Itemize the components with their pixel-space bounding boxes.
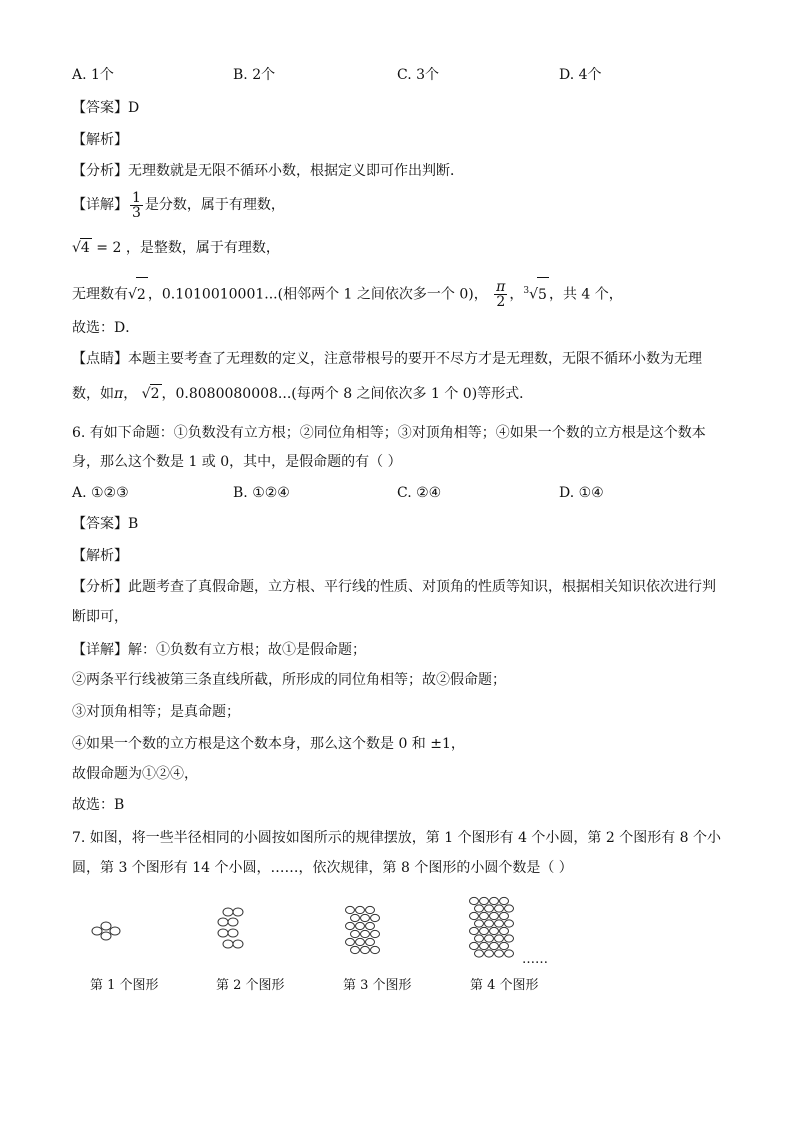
- q5-option-b: B. 2个: [233, 67, 276, 83]
- small-circle: [470, 927, 479, 934]
- small-circle: [475, 920, 484, 927]
- small-circle: [485, 905, 494, 912]
- small-circle: [218, 929, 228, 937]
- small-circle: [485, 935, 494, 942]
- q5-option-d: D. 4个: [559, 67, 602, 83]
- q6-detail-5: 故假命题为①②④，: [72, 766, 198, 782]
- sqrt-icon: √: [72, 240, 81, 256]
- figure-1-caption: 第 1 个图形: [90, 978, 159, 993]
- figure-3-circles: [340, 904, 384, 956]
- small-circle: [366, 938, 375, 945]
- small-circle: [101, 922, 111, 930]
- q5-sqrt4-text: = 2 ，是整数，属于有理数，: [96, 240, 280, 256]
- small-circle: [351, 930, 360, 937]
- small-circle: [346, 938, 355, 945]
- q6-choose: 故选：B: [72, 797, 125, 813]
- small-circle: [228, 929, 238, 937]
- q5-detail: [72, 190, 285, 220]
- small-circle: [356, 922, 365, 929]
- q5-sqrt4-line: [72, 238, 280, 257]
- dianjing-sqrt2-radicand: 2: [150, 386, 160, 402]
- small-circle: [470, 897, 479, 904]
- small-circle: [351, 914, 360, 921]
- q6-detail-2: ②两条平行线被第三条直线所截，所形成的同位角相等；故②假命题；: [72, 672, 506, 688]
- small-circle: [485, 950, 494, 957]
- q6-detail-3: ③对顶角相等；是真命题；: [72, 704, 240, 720]
- q5-choose: 故选：D．: [72, 320, 140, 336]
- small-circle: [470, 912, 479, 919]
- q6-fenxi-2: 断即可，: [72, 609, 128, 625]
- small-circle: [495, 935, 504, 942]
- q5-irr-sep: ，: [509, 286, 524, 303]
- fraction-numerator: 1: [132, 189, 141, 206]
- q7-stem-1: 7. 如图，将一些半径相同的小圆按如图所示的规律摆放，第 1 个图形有 4 个小圆，第 2 个图形有 8 个小: [72, 830, 722, 846]
- q6-option-a: A. ①②③: [72, 485, 129, 501]
- q6-detail-1: 【详解】解：①负数有立方根；故①是假命题；: [72, 642, 366, 658]
- pi-over-2-fraction: [494, 280, 507, 309]
- figure-4-grid: [470, 897, 514, 957]
- fraction-denominator: 3: [132, 204, 141, 221]
- figure-3-caption: 第 3 个图形: [343, 978, 412, 993]
- small-circle: [495, 950, 504, 957]
- small-circle: [101, 932, 111, 940]
- irr-sqrt2-radicand: 2: [136, 277, 148, 312]
- figure-2-circles: [214, 906, 254, 954]
- small-circle: [351, 946, 360, 953]
- q6-option-c: C. ②④: [397, 485, 442, 501]
- q5-detail-text: 是分数，属于有理数，: [144, 197, 285, 213]
- small-circle: [223, 940, 233, 948]
- small-circle: [366, 922, 375, 929]
- small-circle: [356, 906, 365, 913]
- cbrt-index: 3: [523, 286, 530, 296]
- q5-detail-tag: 【详解】: [72, 197, 128, 213]
- small-circle: [480, 912, 489, 919]
- small-circle: [371, 946, 380, 953]
- small-circle: [371, 914, 380, 921]
- q5-dianjing-2: [72, 384, 533, 403]
- q5-dianjing-1: 【点睛】本题主要考查了无理数的定义，注意带根号的要开不尽方才是无理数，无限不循环小数为无理: [72, 351, 702, 367]
- small-circle: [233, 908, 243, 916]
- small-circle: [485, 920, 494, 927]
- small-circle: [480, 942, 489, 949]
- figure-ellipsis: ……: [522, 952, 548, 967]
- q6-option-d: D. ①④: [559, 485, 604, 501]
- pi-symbol: π: [114, 386, 124, 402]
- small-circle: [92, 927, 102, 935]
- small-circle: [475, 950, 484, 957]
- small-circle: [500, 927, 509, 934]
- small-circle: [228, 918, 238, 926]
- small-circle: [495, 920, 504, 927]
- q5-detail-fraction: [130, 191, 143, 220]
- small-circle: [361, 946, 370, 953]
- sqrt-icon: √: [529, 286, 539, 303]
- small-circle: [371, 930, 380, 937]
- q6-stem-1: 6. 有如下命题：①负数没有立方根；②同位角相等；③对顶角相等；④如果一个数的立方根是这个数本: [72, 425, 706, 441]
- small-circle: [480, 927, 489, 934]
- fraction-denominator: 2: [496, 294, 506, 311]
- q6-jiexi: 【解析】: [72, 548, 128, 564]
- sqrt-icon: √: [141, 386, 151, 402]
- small-circle: [505, 950, 514, 957]
- small-circle: [346, 922, 355, 929]
- small-circle: [490, 897, 499, 904]
- small-circle: [356, 938, 365, 945]
- small-circle: [223, 908, 233, 916]
- small-circle: [366, 906, 375, 913]
- q5-irr-prefix: 无理数有: [72, 286, 128, 303]
- small-circle: [361, 914, 370, 921]
- small-circle: [505, 920, 514, 927]
- q6-answer: 【答案】B: [72, 516, 139, 532]
- q5-irr-end: ，共 4 个，: [548, 286, 623, 303]
- sqrt4-radicand: 4: [80, 240, 90, 256]
- small-circle: [495, 905, 504, 912]
- small-circle: [500, 897, 509, 904]
- small-circle: [475, 905, 484, 912]
- figure-4-circles: [464, 896, 520, 960]
- q6-fenxi-1: 【分析】此题考查了真假命题，立方根、平行线的性质、对顶角的性质等知识，根据相关知识依次进行判: [72, 579, 716, 595]
- figure-1-circles: [88, 916, 128, 946]
- small-circle: [233, 940, 243, 948]
- fraction-numerator: π: [496, 279, 506, 296]
- figure-3-grid: [346, 906, 380, 953]
- q5-option-a: A. 1个: [72, 67, 114, 83]
- small-circle: [490, 927, 499, 934]
- q6-option-b: B. ①②④: [233, 485, 290, 501]
- q5-answer: 【答案】D: [72, 100, 140, 116]
- small-circle: [475, 935, 484, 942]
- small-circle: [490, 942, 499, 949]
- small-circle: [218, 918, 228, 926]
- q5-dianjing-2c: ，0.8080080008...(每两个 8 之间依次多 1 个 0)等形式．: [161, 386, 534, 402]
- small-circle: [490, 912, 499, 919]
- small-circle: [470, 942, 479, 949]
- small-circle: [110, 927, 120, 935]
- q5-irrational-line: [72, 274, 623, 312]
- q5-dianjing-2b: ，: [123, 386, 138, 402]
- q5-option-c: C. 3个: [397, 67, 440, 83]
- q5-fenxi: 【分析】无理数就是无限不循环小数，根据定义即可作出判断．: [72, 163, 464, 179]
- q6-detail-4: ④如果一个数的立方根是这个数本身，那么这个数是 0 和 ±1，: [72, 736, 465, 752]
- small-circle: [346, 906, 355, 913]
- small-circle: [505, 905, 514, 912]
- q5-irr-mid: ，0.1010010001...(相邻两个 1 之间依次多一个 0)，: [147, 286, 488, 303]
- figure-4-caption: 第 4 个图形: [470, 978, 539, 993]
- q6-stem-2: 身，那么这个数是 1 或 0，其中，是假命题的有（ ）: [72, 454, 402, 470]
- cbrt5-radicand: 5: [537, 277, 549, 312]
- small-circle: [480, 897, 489, 904]
- small-circle: [500, 942, 509, 949]
- small-circle: [500, 912, 509, 919]
- q5-jiexi: 【解析】: [72, 132, 128, 148]
- figure-2-caption: 第 2 个图形: [216, 978, 285, 993]
- small-circle: [505, 935, 514, 942]
- q5-dianjing-2a: 数，如: [72, 386, 114, 402]
- small-circle: [361, 930, 370, 937]
- q7-stem-2: 圆，第 3 个图形有 14 个小圆，……，依次规律，第 8 个图形的小圆个数是（ ）: [72, 860, 573, 876]
- sqrt-icon: √: [128, 286, 137, 303]
